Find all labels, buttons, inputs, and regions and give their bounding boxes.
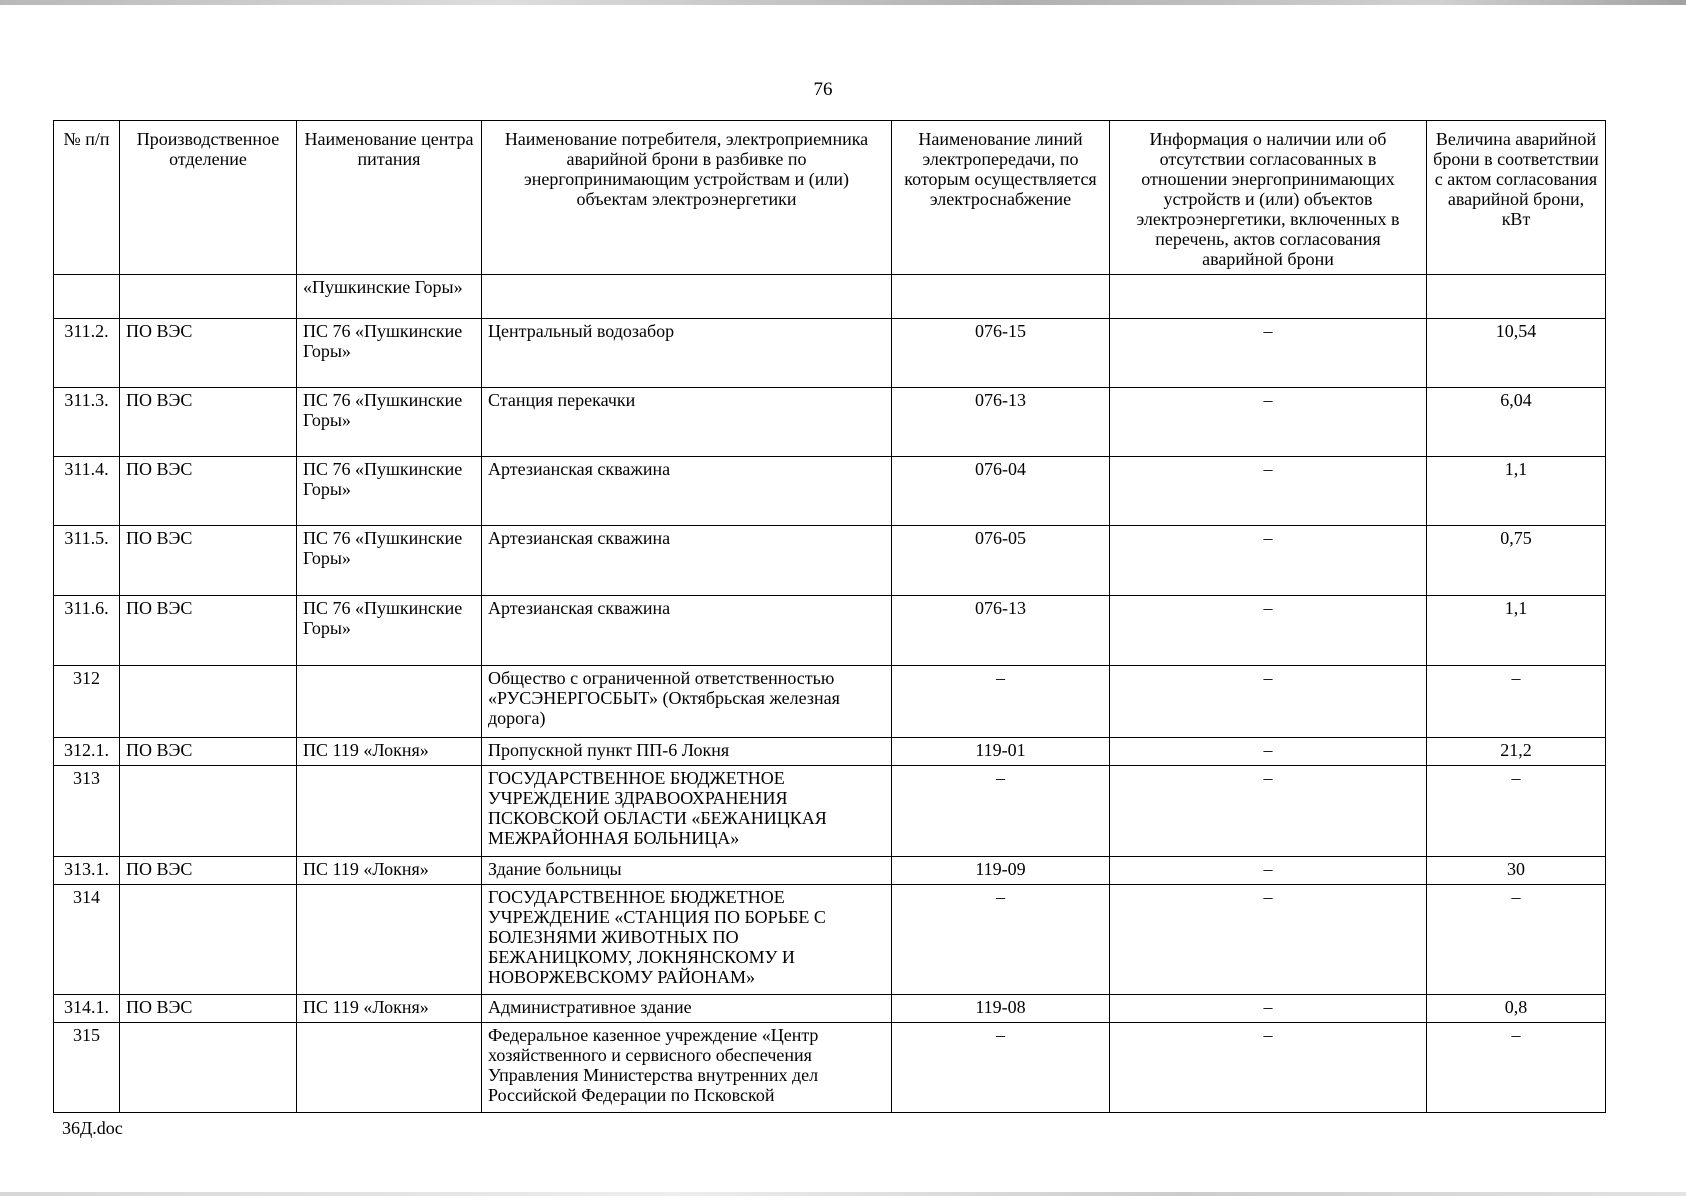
table-row: [54, 766, 1606, 857]
cell-number: 311.4.: [54, 457, 120, 526]
cell-agreement: –: [1110, 388, 1427, 457]
cell-number: 315: [54, 1023, 120, 1113]
cell-power-center: ПС 76 «Пушкинские Горы»: [297, 319, 482, 388]
cell-division: [120, 885, 297, 995]
cell-number: 311.2.: [54, 319, 120, 388]
cell-division: [120, 766, 297, 857]
table-row: [54, 526, 1606, 596]
cell-division: [120, 275, 297, 319]
header-power-center: Наименование центра питания: [297, 121, 482, 275]
cell-power-center: ПС 119 «Локня»: [297, 995, 482, 1023]
cell-power-line: 076-05: [892, 526, 1110, 596]
header-row: [54, 121, 1606, 275]
cell-division: ПО ВЭС: [120, 738, 297, 766]
cell-agreement: –: [1110, 457, 1427, 526]
cell-number: 311.6.: [54, 596, 120, 666]
cell-division: ПО ВЭС: [120, 388, 297, 457]
cell-consumer: Здание больницы: [482, 857, 892, 885]
cell-power-line: 119-01: [892, 738, 1110, 766]
cell-power-center: «Пушкинские Горы»: [297, 275, 482, 319]
cell-division: ПО ВЭС: [120, 319, 297, 388]
cell-division: ПО ВЭС: [120, 596, 297, 666]
cell-reserve-value: 10,54: [1427, 319, 1606, 388]
cell-reserve-value: –: [1427, 1023, 1606, 1113]
header-consumer: Наименование потребителя, электроприемника аварийной брони в разбивке по энергопринимающим устройствам и (или) объектам электроэнергетики: [482, 121, 892, 275]
header-number: № п/п: [54, 121, 120, 275]
cell-agreement: –: [1110, 738, 1427, 766]
cell-division: ПО ВЭС: [120, 995, 297, 1023]
cell-agreement: –: [1110, 995, 1427, 1023]
cell-agreement: –: [1110, 596, 1427, 666]
cell-power-line: –: [892, 666, 1110, 738]
cell-consumer: Общество с ограниченной ответственностью «РУСЭНЕРГОСБЫТ» (Октябрьская железная дорога): [482, 666, 892, 738]
cell-number: 314: [54, 885, 120, 995]
cell-agreement: –: [1110, 766, 1427, 857]
cell-reserve-value: –: [1427, 666, 1606, 738]
cell-power-line: –: [892, 1023, 1110, 1113]
cell-agreement: –: [1110, 1023, 1427, 1113]
cell-reserve-value: [1427, 275, 1606, 319]
cell-power-center: [297, 766, 482, 857]
cell-consumer: Артезианская скважина: [482, 596, 892, 666]
header-reserve-value: Величина аварийной брони в соответствии с актом согласования аварийной брони, кВт: [1427, 121, 1606, 275]
table-row: [54, 738, 1606, 766]
table-row: [54, 596, 1606, 666]
scan-edge-bottom: [0, 1192, 1686, 1196]
table-row: [54, 1023, 1606, 1113]
cell-power-center: ПС 76 «Пушкинские Горы»: [297, 596, 482, 666]
cell-consumer: Артезианская скважина: [482, 526, 892, 596]
table-row: [54, 885, 1606, 995]
cell-consumer: [482, 275, 892, 319]
cell-consumer: Пропускной пункт ПП-6 Локня: [482, 738, 892, 766]
cell-consumer: Административное здание: [482, 995, 892, 1023]
cell-power-line: 076-04: [892, 457, 1110, 526]
cell-number: [54, 275, 120, 319]
emergency-reserve-table: [53, 120, 1606, 1113]
cell-power-center: ПС 119 «Локня»: [297, 857, 482, 885]
cell-division: ПО ВЭС: [120, 857, 297, 885]
header-division: Производственное отделение: [120, 121, 297, 275]
cell-power-center: [297, 666, 482, 738]
cell-reserve-value: 0,8: [1427, 995, 1606, 1023]
cell-consumer: Артезианская скважина: [482, 457, 892, 526]
cell-agreement: –: [1110, 319, 1427, 388]
header-power-lines: Наименование линий электропередачи, по которым осуществляется электроснабжение: [892, 121, 1110, 275]
cell-power-center: ПС 119 «Локня»: [297, 738, 482, 766]
table-row: [54, 275, 1606, 319]
cell-number: 313.1.: [54, 857, 120, 885]
cell-power-center: [297, 1023, 482, 1113]
cell-consumer: Станция перекачки: [482, 388, 892, 457]
cell-reserve-value: 0,75: [1427, 526, 1606, 596]
table-row: [54, 457, 1606, 526]
cell-power-line: [892, 275, 1110, 319]
cell-reserve-value: 1,1: [1427, 596, 1606, 666]
cell-division: [120, 1023, 297, 1113]
header-agreement-info: Информация о наличии или об отсутствии согласованных в отношении энергопринимающих устройств и (или) объектов электроэнергетики, включенных в перечень, актов согласования аварийной брони: [1110, 121, 1427, 275]
cell-power-line: 076-13: [892, 388, 1110, 457]
cell-number: 311.3.: [54, 388, 120, 457]
cell-division: ПО ВЭС: [120, 457, 297, 526]
table-row: [54, 388, 1606, 457]
cell-power-line: –: [892, 766, 1110, 857]
cell-power-line: 076-13: [892, 596, 1110, 666]
cell-agreement: –: [1110, 666, 1427, 738]
cell-power-line: 119-09: [892, 857, 1110, 885]
scan-edge-top: [0, 0, 1686, 5]
cell-agreement: –: [1110, 857, 1427, 885]
cell-agreement: [1110, 275, 1427, 319]
cell-division: ПО ВЭС: [120, 526, 297, 596]
table-row: [54, 666, 1606, 738]
page-number: 76: [813, 79, 833, 100]
cell-consumer: Федеральное казенное учреждение «Центр хозяйственного и сервисного обеспечения Управления Министерства внутренних дел Российской Федерации по Псковской: [482, 1023, 892, 1113]
cell-power-line: 119-08: [892, 995, 1110, 1023]
cell-power-line: –: [892, 885, 1110, 995]
table-row: [54, 319, 1606, 388]
cell-reserve-value: –: [1427, 885, 1606, 995]
cell-reserve-value: –: [1427, 766, 1606, 857]
cell-reserve-value: 21,2: [1427, 738, 1606, 766]
cell-division: [120, 666, 297, 738]
cell-power-center: [297, 885, 482, 995]
cell-number: 313: [54, 766, 120, 857]
cell-number: 311.5.: [54, 526, 120, 596]
cell-reserve-value: 1,1: [1427, 457, 1606, 526]
cell-power-center: ПС 76 «Пушкинские Горы»: [297, 388, 482, 457]
cell-power-line: 076-15: [892, 319, 1110, 388]
cell-consumer: ГОСУДАРСТВЕННОЕ БЮДЖЕТНОЕ УЧРЕЖДЕНИЕ ЗДРАВООХРАНЕНИЯ ПСКОВСКОЙ ОБЛАСТИ «БЕЖАНИЦКАЯ МЕЖРАЙОННАЯ БОЛЬНИЦА»: [482, 766, 892, 857]
table-row: [54, 857, 1606, 885]
cell-reserve-value: 30: [1427, 857, 1606, 885]
table-row: [54, 995, 1606, 1023]
cell-number: 314.1.: [54, 995, 120, 1023]
cell-agreement: –: [1110, 526, 1427, 596]
cell-number: 312: [54, 666, 120, 738]
cell-reserve-value: 6,04: [1427, 388, 1606, 457]
cell-power-center: ПС 76 «Пушкинские Горы»: [297, 526, 482, 596]
cell-number: 312.1.: [54, 738, 120, 766]
cell-power-center: ПС 76 «Пушкинские Горы»: [297, 457, 482, 526]
cell-agreement: –: [1110, 885, 1427, 995]
cell-consumer: Центральный водозабор: [482, 319, 892, 388]
cell-consumer: ГОСУДАРСТВЕННОЕ БЮДЖЕТНОЕ УЧРЕЖДЕНИЕ «СТАНЦИЯ ПО БОРЬБЕ С БОЛЕЗНЯМИ ЖИВОТНЫХ ПО БЕЖАНИЦКОМУ, ЛОКНЯНСКОМУ И НОВОРЖЕВСКОМУ РАЙОНАМ»: [482, 885, 892, 995]
footer-filename: 36Д.doc: [62, 1118, 123, 1138]
